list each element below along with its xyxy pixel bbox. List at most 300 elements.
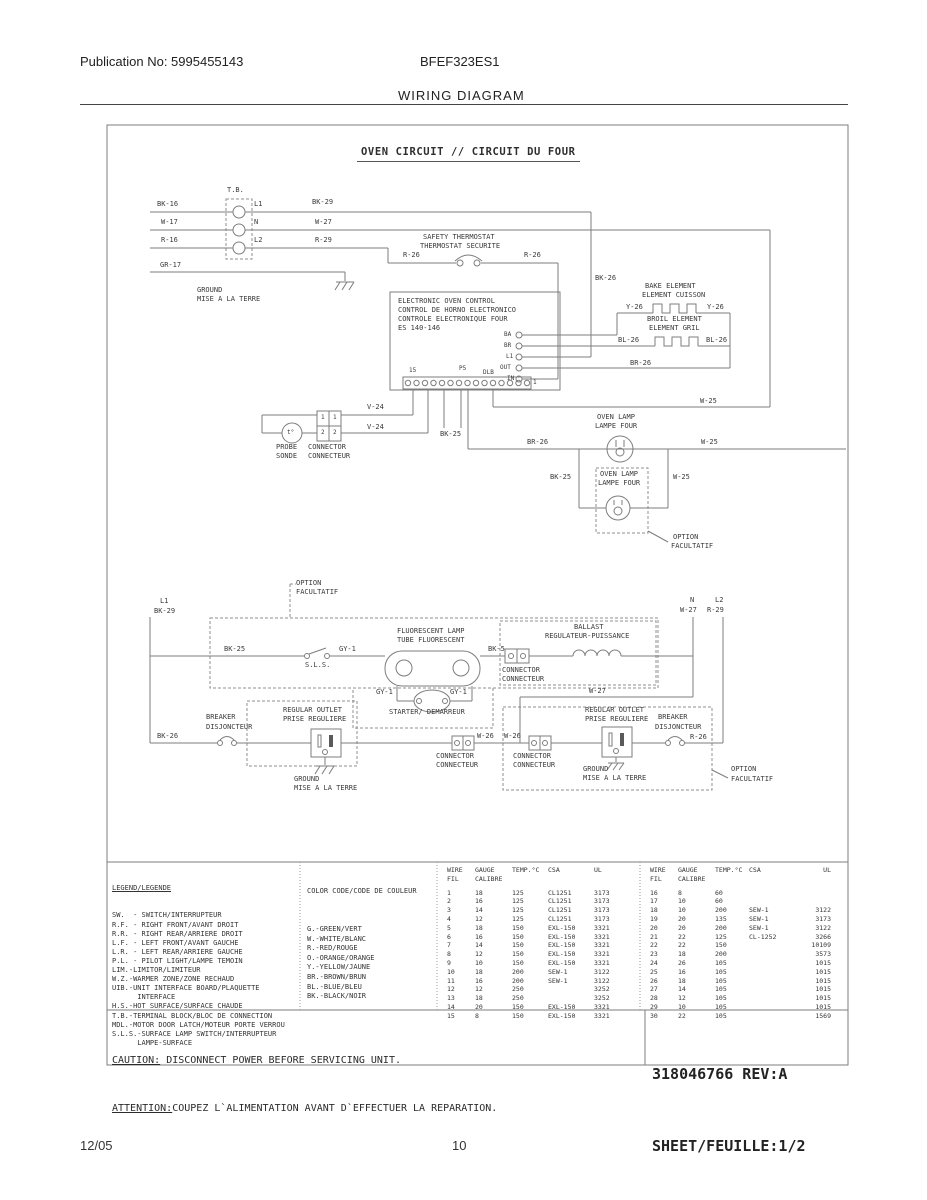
wire-table-row (650, 933, 844, 942)
wire-label: V-24 (367, 403, 384, 411)
wire-label: W-27 (680, 606, 697, 614)
wire-table-cell: 5 (447, 923, 451, 932)
wire-label: LAMPE FOUR (595, 422, 638, 430)
wire-table-cell: 22 (678, 941, 686, 950)
wire-table-cell: 10 (678, 1002, 686, 1011)
wire-table-cell: 20 (678, 914, 686, 923)
wire-table-cell (793, 897, 831, 906)
wire-table-cell: 250 (512, 985, 524, 994)
wire-label: GY-1 (339, 645, 356, 653)
wire-label: BK-26 (595, 274, 617, 282)
wire-label: BREAKER (658, 713, 688, 721)
wire-label: PROBE (276, 443, 298, 451)
wire-table-row (447, 915, 637, 924)
wire-table-cell: CL1251 (548, 897, 572, 906)
wire-table-cell: SEW-1 (749, 923, 769, 932)
wire-table-cell: 10109 (811, 941, 831, 950)
wire-label: Y-26 (626, 303, 643, 311)
wire-table-cell: 105 (715, 967, 727, 976)
wire-table-cell: 8 (475, 1011, 479, 1020)
color-code-title: COLOR CODE/CODE DE COULEUR (307, 887, 417, 896)
attention-text: COUPEZ L`ALIMENTATION AVANT D`EFFECTUER LA REPARATION. (172, 1103, 498, 1114)
wire-table-cell: CL1251 (548, 888, 572, 897)
wire-table-cell: 150 (512, 1011, 524, 1020)
wire-table-cell: CSA (749, 866, 761, 874)
wire-label: 15 (409, 367, 417, 374)
wire-table-cell: 1015 (815, 985, 831, 994)
wire-table-cell: 125 (512, 914, 524, 923)
wire-table-cell: 14 (475, 906, 483, 915)
wire-table-row (447, 977, 637, 986)
wire-label: BALLAST (574, 623, 604, 631)
ground-symbol-left-outlet (315, 766, 334, 774)
wire-table-cell: EXL-150 (548, 923, 576, 932)
wire-label: 2 (333, 429, 337, 436)
color-code-lines (307, 925, 435, 1002)
wire-label: MISE A LA TERRE (294, 784, 358, 792)
wire-table-cell (548, 994, 594, 1003)
wire-label: OVEN LAMP (597, 413, 635, 421)
wire-label: CONNECTEUR (308, 452, 351, 460)
wire-label: W-26 (504, 732, 521, 740)
wire-table-row (447, 968, 637, 977)
wire-table-cell: 16 (475, 932, 483, 941)
wire-table-cell: EXL-150 (548, 1002, 576, 1011)
wire-table-cell: 13 (447, 994, 455, 1003)
wire-table-cell: 16 (475, 897, 483, 906)
wire-table-row (447, 1003, 637, 1012)
wire-label: ES 140-146 (398, 324, 441, 332)
wire-table-cell: 3266 (815, 932, 831, 941)
wire-table-cell: 8 (447, 950, 451, 959)
wire-table-cell: FIL (447, 874, 459, 883)
wire-table-cell: 29 (650, 1002, 658, 1011)
wire-label: BK-25 (440, 430, 462, 438)
outlet-left (311, 729, 341, 757)
wire-table-cell: 25 (650, 967, 658, 976)
caution-text: DISCONNECT POWER BEFORE SERVICING UNIT. (160, 1055, 401, 1066)
wire-label: FLUORESCENT LAMP (397, 627, 465, 635)
wire-table-cell: 16 (678, 967, 686, 976)
wire-label: SONDE (276, 452, 298, 460)
wire-table-cell: 7 (447, 941, 451, 950)
wire-table-cell: 14 (475, 941, 483, 950)
wire-table-cell: 1015 (815, 994, 831, 1003)
wire-label: R-26 (524, 251, 541, 259)
wire-table-cell: 12 (475, 914, 483, 923)
wire-table-cell (512, 875, 548, 884)
oven-lamp-2-optional (579, 449, 668, 542)
wire-table-row (447, 941, 637, 950)
wire-label: FACULTATIF (731, 775, 774, 783)
wire-table-cell: 11 (447, 976, 455, 985)
wire-table-row (650, 950, 844, 959)
wire-label: ELECTRONIC OVEN CONTROL (398, 297, 495, 305)
wire-table-cell: 250 (512, 994, 524, 1003)
wire-table-cell: 12 (475, 950, 483, 959)
legend-line: LAMPE-SURFACE (112, 1038, 193, 1047)
wire-table-cell: 150 (512, 950, 524, 959)
wire-label: R-16 (161, 236, 178, 244)
wire-table-cell: 6 (447, 932, 451, 941)
wire-table-cell: 1 (447, 888, 451, 897)
wire-label: BK-5 (488, 645, 505, 653)
wire-table-cell: 200 (512, 976, 524, 985)
wire-table-cell: 1569 (815, 1011, 831, 1020)
wire-table-cell: 125 (512, 888, 524, 897)
wire-table-1 (447, 866, 637, 1021)
wire-table-cell: 3122 (815, 923, 831, 932)
wire-label: CONTROLE ELECTRONIQUE FOUR (398, 315, 508, 323)
wire-label: CONNECTOR (308, 443, 346, 451)
wire-label: GY-1 (376, 688, 393, 696)
wire-table-cell: FIL (650, 874, 662, 883)
wire-label: W-27 (315, 218, 332, 226)
wire-table-cell: 200 (715, 906, 727, 915)
legend-line: P.L. - PILOT LIGHT/LAMPE TEMOIN (112, 956, 243, 965)
wire-label: R-26 (690, 733, 707, 741)
wire-table-cell: 18 (475, 967, 483, 976)
wire-table-cell: EXL-150 (548, 1011, 576, 1020)
wire-label: BK-29 (312, 198, 334, 206)
wire-table-row (650, 1003, 844, 1012)
wire-label: W-25 (701, 438, 718, 446)
wire-table-cell: 10 (678, 897, 686, 906)
ballast-coil (573, 650, 621, 656)
wire-label: CONNECTEUR (436, 761, 479, 769)
color-code-line: BL.-BLUE/BLEU (307, 982, 362, 991)
wire-table-cell: 3173 (594, 897, 610, 906)
wire-table-cell: 14 (678, 985, 686, 994)
wire-label: GR-17 (160, 261, 182, 269)
wire-label: R-26 (403, 251, 420, 259)
wire-label: OPTION (673, 533, 699, 541)
caution-block (112, 1021, 497, 1149)
wire-table-cell: 26 (650, 976, 658, 985)
wire-label: R-29 (707, 606, 724, 614)
wire-label: MISE A LA TERRE (583, 774, 647, 782)
wire-label: GROUND (294, 775, 320, 783)
wire-label: CONNECTOR (513, 752, 551, 760)
wire-table-cell: 3321 (594, 958, 610, 967)
wire-label: BR-26 (527, 438, 549, 446)
wire-label: BK-16 (157, 200, 179, 208)
legend-line: W.Z.-WARMER ZONE/ZONE RECHAUD (112, 975, 235, 984)
wire-table-cell (749, 985, 793, 994)
wire-table-cell: 105 (715, 994, 727, 1003)
wire-table-row (650, 994, 844, 1003)
wire-label: V-24 (367, 423, 384, 431)
wire-label: L1 (254, 200, 263, 208)
wire-table-cell: 200 (715, 950, 727, 959)
wire-table-row (447, 906, 637, 915)
wire-table-cell: 150 (512, 923, 524, 932)
wire-table-cell: 3173 (594, 914, 610, 923)
color-code-line: O.-ORANGE/ORANGE (307, 953, 375, 962)
wire-table-cell (749, 889, 793, 898)
wire-table-cell (548, 875, 594, 884)
wire-table-cell: 22 (678, 1011, 686, 1020)
terminal-block (226, 199, 252, 259)
wire-table-cell: 3321 (594, 932, 610, 941)
wire-table-cell: 10 (678, 906, 686, 915)
wire-table-cell: 3122 (815, 906, 831, 915)
oven-circuit-title: OVEN CIRCUIT // CIRCUIT DU FOUR (357, 146, 580, 162)
wire-table-cell: 150 (512, 958, 524, 967)
wire-table-cell: WIRE (447, 866, 463, 874)
wire-table-cell: 3252 (594, 985, 610, 994)
wire-table-cell: 1015 (815, 976, 831, 985)
wire-table-header (650, 866, 844, 875)
wire-table-cell (749, 875, 793, 884)
wire-table-row (650, 906, 844, 915)
ground-symbol-right-outlet (607, 763, 624, 770)
wire-table-cell: 17 (650, 897, 658, 906)
wire-table-cell: 14 (447, 1002, 455, 1011)
wire-table-cell: SEW-1 (749, 914, 769, 923)
color-code-line: BK.-BLACK/NOIR (307, 992, 367, 1001)
wire-table-cell: 24 (650, 958, 658, 967)
connector-bk5 (505, 649, 529, 663)
wire-label: W-25 (673, 473, 690, 481)
wire-table-cell: 18 (475, 888, 483, 897)
legend-line: UIB.-UNIT INTERFACE BOARD/PLAQUETTE (112, 984, 260, 993)
wire-table-cell: 18 (678, 950, 686, 959)
page-title: WIRING DIAGRAM (398, 88, 525, 103)
wire-label: N (254, 218, 259, 226)
legend-line: LIM.-LIMITOR/LIMITEUR (112, 966, 201, 975)
wire-table-row (447, 994, 637, 1003)
wire-label: L2 (254, 236, 263, 244)
wire-table-cell (548, 985, 594, 994)
wire-table-cell: 20 (475, 1002, 483, 1011)
wire-label: L1 (160, 597, 169, 605)
breaker-right (666, 737, 685, 746)
wire-table-cell: 125 (512, 906, 524, 915)
wire-label: SAFETY THERMOSTAT (423, 233, 495, 241)
wire-label: BR (504, 342, 512, 349)
wire-table-cell: CL-1252 (749, 932, 777, 941)
wire-label: CONNECTEUR (513, 761, 556, 769)
wire-label: L2 (715, 596, 724, 604)
wire-table-cell: 19 (650, 914, 658, 923)
wire-table-cell: 1015 (815, 967, 831, 976)
model-number: BFEF323ES1 (420, 54, 500, 69)
wire-table-cell: 3252 (594, 994, 610, 1003)
wire-table-cell: TEMP.°C (715, 866, 743, 874)
wire-table-row (447, 889, 637, 898)
wire-table-cell: CALIBRE (475, 874, 503, 883)
wire-table-cell: 22 (678, 932, 686, 941)
legend-line: H.S.-HOT SURFACE/SURFACE CHAUDE (112, 1002, 243, 1011)
color-code-panel (307, 868, 435, 1021)
wire-label: t° (287, 429, 295, 436)
wire-label: DLB (483, 369, 494, 376)
wire-table-cell: 105 (715, 985, 727, 994)
color-code-line: R.-RED/ROUGE (307, 944, 358, 953)
wire-table-cell: 10 (447, 967, 455, 976)
wire-table-cell: 3173 (815, 914, 831, 923)
wire-table-cell: CSA (548, 866, 560, 874)
wire-table-cell: 28 (650, 994, 658, 1003)
wire-table-cell: 3321 (594, 950, 610, 959)
footer-page-number: 10 (452, 1138, 467, 1153)
wire-table-cell: 26 (678, 958, 686, 967)
wire-label: PRISE REGULIERE (585, 715, 649, 723)
wire-table-cell: 10 (475, 958, 483, 967)
wire-label: TUBE FLUORESCENT (397, 636, 465, 644)
fluorescent-lamp (385, 651, 480, 686)
wire-table-header (447, 866, 637, 875)
wire-table-row (447, 959, 637, 968)
breaker-left (218, 737, 237, 746)
wire-table-cell: 27 (650, 985, 658, 994)
wire-table-cell: 12 (678, 994, 686, 1003)
wire-label: OVEN LAMP (600, 470, 638, 478)
wire-table-cell: 1015 (815, 1002, 831, 1011)
wire-label: W-17 (161, 218, 178, 226)
wire-table-cell (749, 994, 793, 1003)
wire-table-row (447, 950, 637, 959)
wire-table-cell: EXL-150 (548, 958, 576, 967)
wire-label: BL-26 (618, 336, 640, 344)
wire-label: FACULTATIF (296, 588, 339, 596)
wire-label: REGULAR OUTLET (283, 706, 343, 714)
wire-table-cell (749, 1003, 793, 1012)
wire-label: STARTER/ DEMARREUR (389, 708, 465, 716)
color-code-line: Y.-YELLOW/JAUNE (307, 963, 371, 972)
wire-table-header (650, 875, 844, 884)
wire-table-cell: 8 (678, 888, 682, 897)
wire-label: T.B. (227, 186, 244, 194)
wire-table-cell: 125 (512, 897, 524, 906)
wire-table-cell: 150 (512, 932, 524, 941)
wire-label: 1 (321, 414, 325, 421)
wire-table-cell: 20 (650, 923, 658, 932)
wire-table-cell: 23 (650, 950, 658, 959)
color-code-line: W.-WHITE/BLANC (307, 934, 367, 943)
publication-number: Publication No: 5995455143 (80, 54, 244, 69)
wire-table-cell: 18 (475, 994, 483, 1003)
wire-table-row (650, 924, 844, 933)
wire-label: CONNECTOR (436, 752, 474, 760)
legend-line: T.B.-TERMINAL BLOCK/BLOC DE CONNECTION (112, 1011, 273, 1020)
wire-label: THERMOSTAT SECURITE (420, 242, 501, 250)
color-code-line: G.-GREEN/VERT (307, 924, 362, 933)
wire-table-cell: 2 (447, 897, 451, 906)
wire-table-cell: SEW-1 (548, 976, 568, 985)
wire-table-cell: 60 (715, 888, 723, 897)
wire-table-cell: 105 (715, 958, 727, 967)
wire-label: LAMPE FOUR (598, 479, 641, 487)
wire-table-2 (650, 866, 844, 1021)
wire-label: CONNECTEUR (502, 675, 545, 683)
wire-table-cell: 18 (650, 906, 658, 915)
wire-label: BREAKER (206, 713, 236, 721)
wire-table-cell (715, 875, 749, 884)
wire-label: REGULATEUR-PUISSANCE (545, 632, 630, 640)
wire-label: DISJONCTEUR (206, 723, 253, 731)
wire-label: REGULAR OUTLET (585, 706, 645, 714)
wire-table-cell: 125 (715, 932, 727, 941)
wire-table-cell: 105 (715, 976, 727, 985)
wire-table-cell: SEW-1 (749, 906, 769, 915)
wire-table-cell: CL1251 (548, 914, 572, 923)
wire-label: PRISE REGULIERE (283, 715, 347, 723)
wire-table-cell: 200 (512, 967, 524, 976)
wire-label: 1 (333, 414, 337, 421)
wire-label: OPTION (296, 579, 322, 587)
wire-table-cell: 150 (715, 941, 727, 950)
wire-table-cell: 18 (678, 976, 686, 985)
wire-table-cell: 15 (447, 1011, 455, 1020)
wire-table-header (447, 875, 637, 884)
wire-label: GROUND (583, 765, 609, 773)
wire-table-row (447, 985, 637, 994)
wire-table-cell: 3122 (594, 967, 610, 976)
legend-line: INTERFACE (112, 993, 176, 1002)
wire-table-cell: 3 (447, 906, 451, 915)
wire-table-cell: 200 (715, 923, 727, 932)
wire-table-cell: 60 (715, 897, 723, 906)
wire-table-row (650, 968, 844, 977)
outlet-right (602, 727, 632, 757)
footer-date: 12/05 (80, 1138, 113, 1153)
surface-lamp-switch (305, 648, 330, 659)
wire-table-cell (749, 968, 793, 977)
wire-label: BL-26 (706, 336, 728, 344)
legend-line: SW. - SWITCH/INTERRUPTEUR (112, 911, 222, 920)
wire-label: W-26 (477, 732, 494, 740)
legend-line: L.R. - LEFT REAR/ARRIERE GAUCHE (112, 947, 243, 956)
attention-label: ATTENTION: (112, 1103, 173, 1114)
wire-table-row (650, 977, 844, 986)
wire-label: W-27 (589, 687, 606, 695)
wire-table-row (447, 933, 637, 942)
wire-table-cell (749, 950, 793, 959)
wire-table-row (650, 897, 844, 906)
wire-table-row (447, 1012, 637, 1021)
caution-line-1 (112, 1053, 497, 1069)
wire-label: 2 (321, 429, 325, 436)
wire-label: BK-25 (550, 473, 572, 481)
wire-label: 1 (533, 379, 537, 386)
wire-table-cell: 21 (650, 932, 658, 941)
wire-table-cell: 4 (447, 914, 451, 923)
wire-table-cell: CL1251 (548, 906, 572, 915)
wire-table-cell (749, 897, 793, 906)
wire-table-cell: WIRE (650, 866, 666, 874)
wire-label: CONTROL DE HORNO ELECTRONICO (398, 306, 517, 314)
wire-table-cell: 1015 (815, 958, 831, 967)
wire-table-cell (594, 875, 624, 884)
wire-label: CONNECTOR (502, 666, 540, 674)
wire-table-cell: GAUGE (678, 866, 698, 874)
wire-table-cell: EXL-150 (548, 950, 576, 959)
wire-table-cell: 22 (650, 941, 658, 950)
wire-table-cell: UL (823, 866, 831, 874)
wire-table-cell: 18 (475, 923, 483, 932)
wire-table-cell: 150 (512, 1002, 524, 1011)
wire-label: GY-1 (450, 688, 467, 696)
legend-title: LEGEND/LEGENDE (112, 884, 172, 893)
wire-table-row (650, 985, 844, 994)
wire-table-cell: SEW-1 (548, 967, 568, 976)
wire-table-cell: EXL-150 (548, 932, 576, 941)
wire-table-cell: 105 (715, 1002, 727, 1011)
wire-label: OUT (500, 364, 511, 371)
caution-label: CAUTION: (112, 1055, 161, 1066)
